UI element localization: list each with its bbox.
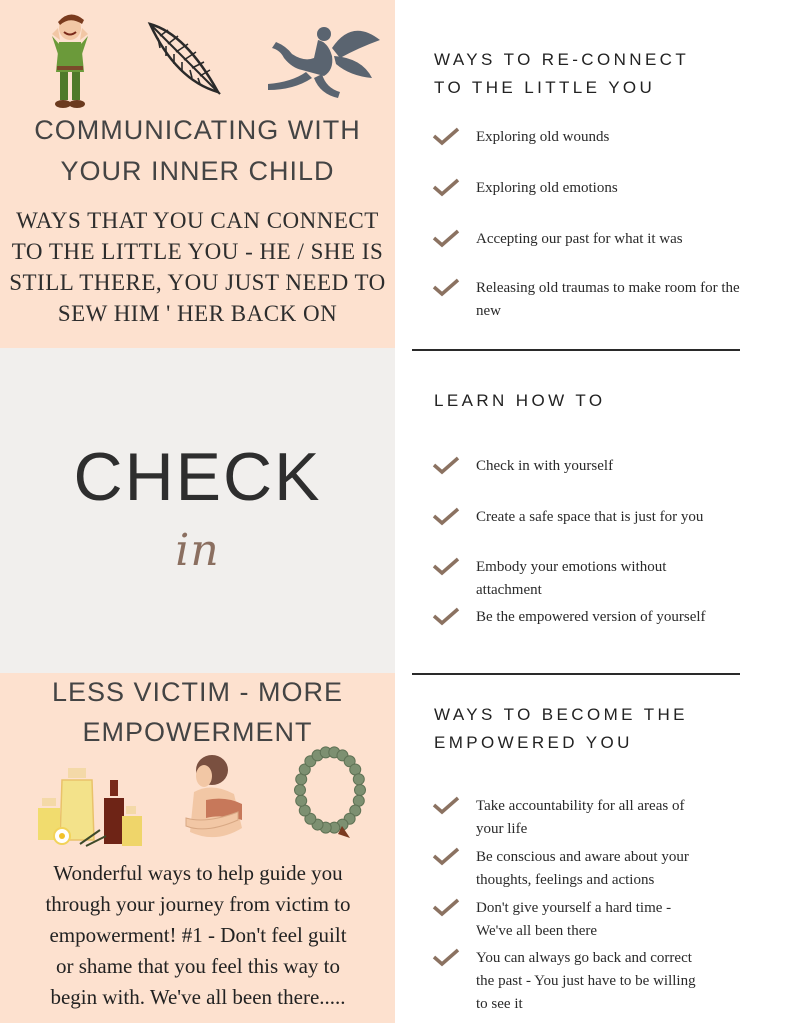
check-mark-icon [432, 897, 460, 917]
item-text: Accepting our past for what it was [476, 231, 683, 247]
item-text: Check in with yourself [476, 458, 614, 474]
fairy-icon [262, 18, 382, 100]
check-mark-icon [432, 455, 460, 475]
inner-child-sub-line3: STILL THERE, YOU JUST NEED TO [9, 270, 386, 295]
empowered-heading [434, 701, 764, 757]
empowered-heading-line1: WAYS TO BECOME THE [434, 705, 688, 724]
item-text: the past - You just have to be willing [476, 973, 696, 989]
item-text: Take accountability for all areas of [476, 798, 685, 814]
item-text: You can always go back and correct [476, 950, 692, 966]
item-text: thoughts, feelings and actions [476, 872, 655, 888]
self-hug-icon [176, 748, 256, 848]
empowerment-title-line1: LESS VICTIM - MORE [51, 677, 344, 707]
check-mark-icon [432, 947, 460, 967]
item-text: Don't give yourself a hard time - [476, 900, 672, 916]
learn-heading-line1: LEARN HOW TO [434, 391, 606, 410]
empowerment-paragraph [8, 858, 388, 1013]
empowered-heading-line2: EMPOWERED YOU [434, 733, 633, 752]
inner-child-title-line2: YOUR INNER CHILD [60, 156, 335, 186]
check-mark-icon [432, 846, 460, 866]
check-mark-icon [432, 506, 460, 526]
bead-bracelet-icon [290, 746, 372, 842]
check-mark-icon [432, 795, 460, 815]
item-text: Releasing old traumas to make room for the [476, 280, 740, 296]
check-mark-icon [432, 228, 460, 248]
paragraph-line: through your journey from victim to [45, 892, 351, 916]
paragraph-line: or shame that you feel this way to [55, 954, 340, 978]
divider [412, 349, 740, 351]
item-text: Exploring old emotions [476, 180, 618, 196]
reconnect-heading-line2: TO THE LITTLE YOU [434, 78, 656, 97]
oil-bottles-icon [30, 760, 148, 850]
check-heading: CHECK [73, 439, 322, 515]
peter-pan-icon [44, 10, 96, 110]
item-text: Be conscious and aware about your [476, 849, 689, 865]
empowerment-title-line2: EMPOWERMENT [82, 717, 313, 747]
divider [412, 673, 740, 675]
check-mark-icon [432, 556, 460, 576]
inner-child-sub-line4: SEW HIM ' HER BACK ON [57, 301, 338, 326]
inner-child-sub-line1: WAYS THAT YOU CAN CONNECT [16, 208, 379, 233]
paragraph-line: begin with. We've all been there..... [50, 985, 346, 1009]
paragraph-line: Wonderful ways to help guide you [53, 861, 343, 885]
inner-child-title-line1: COMMUNICATING WITH [34, 115, 361, 145]
inner-child-sub-line2: TO THE LITTLE YOU - HE / SHE IS [11, 239, 384, 264]
paragraph-line: empowerment! #1 - Don't feel guilt [49, 923, 347, 947]
check-mark-icon [432, 606, 460, 626]
reconnect-heading [434, 46, 764, 102]
check-mark-icon [432, 177, 460, 197]
item-text: Exploring old wounds [476, 129, 610, 145]
check-in-script: in [175, 525, 220, 576]
item-text: Be the empowered version of yourself [476, 609, 706, 625]
item-text: Create a safe space that is just for you [476, 509, 704, 525]
feather-icon [146, 20, 224, 98]
item-text: your life [476, 821, 528, 837]
item-text: Embody your emotions without [476, 559, 667, 575]
item-text: We've all been there [476, 923, 598, 939]
item-text: attachment [476, 582, 542, 598]
check-mark-icon [432, 277, 460, 297]
check-mark-icon [432, 126, 460, 146]
reconnect-heading-line1: WAYS TO RE-CONNECT [434, 50, 690, 69]
learn-heading [434, 387, 764, 415]
item-text: to see it [476, 996, 523, 1012]
item-text: new [476, 303, 501, 319]
